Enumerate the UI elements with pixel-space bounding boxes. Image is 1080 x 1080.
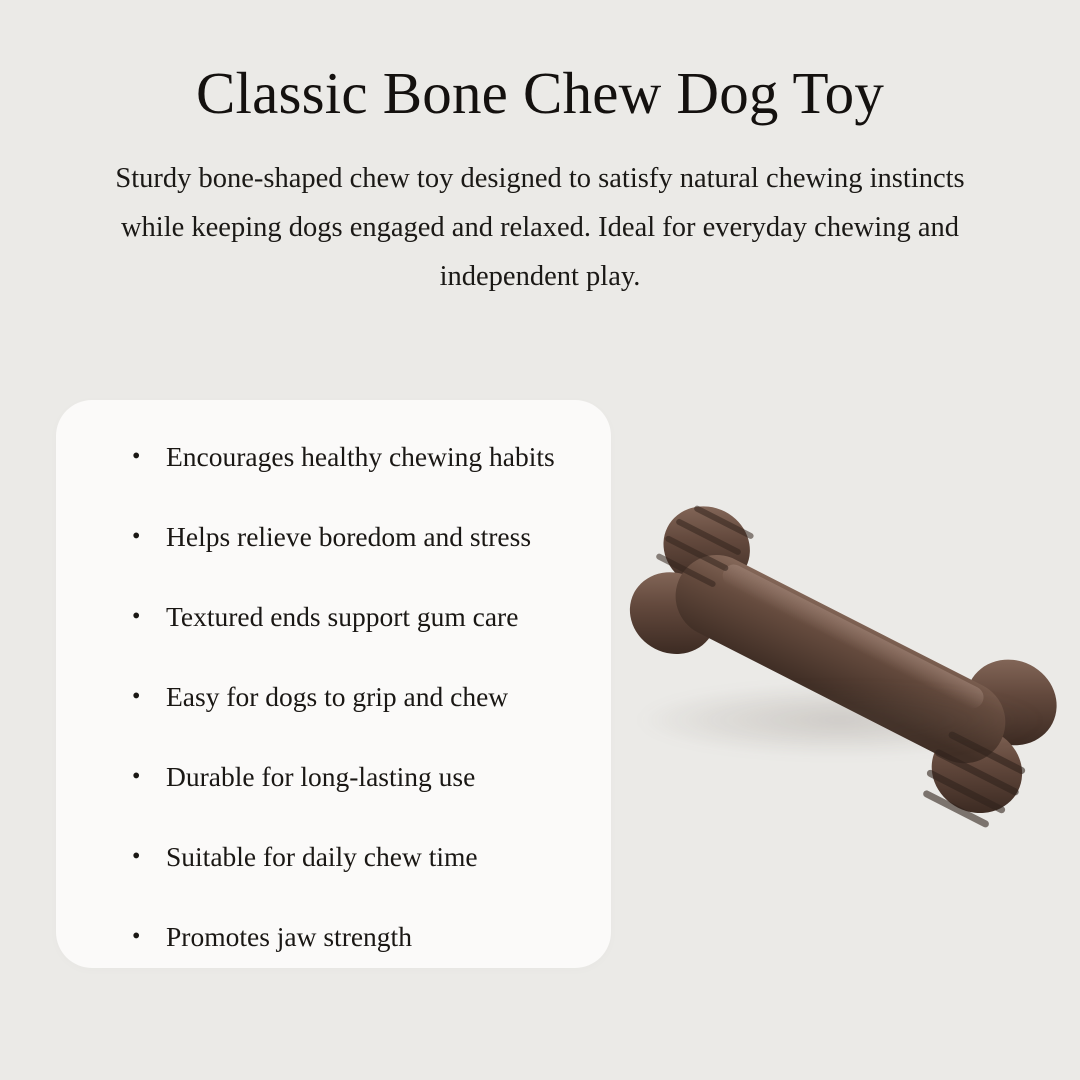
feature-text: • Helps relieve boredom and stress	[166, 521, 532, 552]
header	[0, 60, 1080, 301]
product-shadow	[640, 685, 1040, 755]
list-item	[56, 521, 611, 552]
feature-text: • Encourages healthy chewing habits	[166, 441, 555, 472]
list-item	[56, 601, 611, 632]
list-item	[56, 841, 611, 872]
feature-text: • Easy for dogs to grip and chew	[166, 681, 509, 712]
features-list	[56, 400, 611, 952]
feature-text: • Textured ends support gum care	[166, 601, 519, 632]
feature-text: • Suitable for daily chew time	[166, 841, 478, 872]
feature-text: • Durable for long-lasting use	[166, 761, 476, 792]
page-subtitle: Sturdy bone-shaped chew toy designed to satisfy natural chewing instincts while keeping dogs engaged and relaxed. Ideal for everyday chewing and independent play.	[115, 163, 965, 293]
page-title: Classic Bone Chew Dog Toy	[195, 60, 885, 126]
list-item	[56, 681, 611, 712]
features-card	[56, 400, 611, 968]
list-item	[56, 441, 611, 472]
feature-text: • Promotes jaw strength	[166, 921, 412, 952]
product-image	[600, 470, 1080, 850]
bone-icon	[600, 470, 1080, 850]
list-item	[56, 921, 611, 952]
list-item	[56, 761, 611, 792]
